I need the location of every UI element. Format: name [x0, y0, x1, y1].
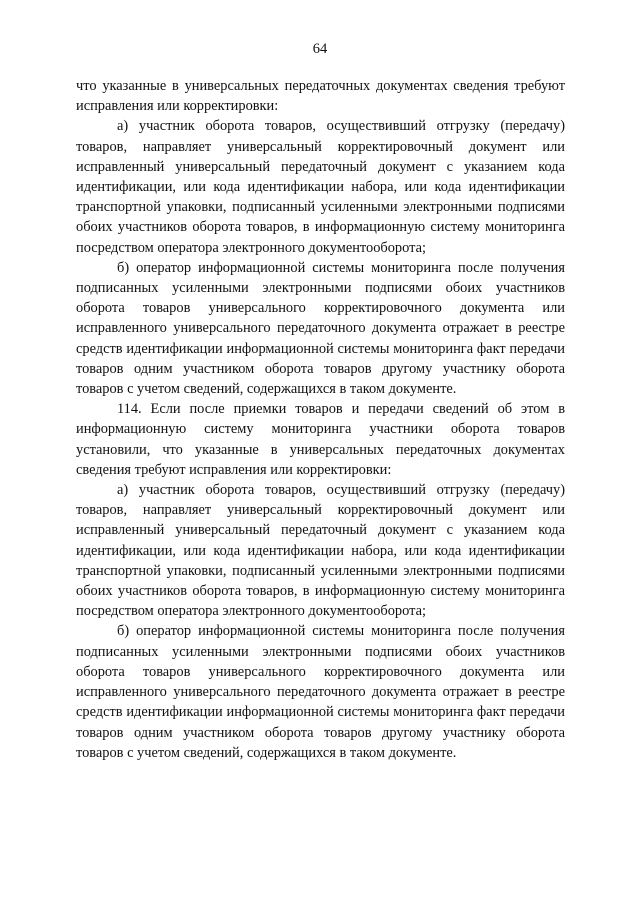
paragraph-subitem-b: б) оператор информационной системы мониторинга после получения подписанных усиленными электронными подписями обоих участников оборота товаров универсального корректировочного документа или исправленного универсального передаточного документа отражает в реестре средств идентификации информационной системы мониторинга факт передачи товаров одним участником оборота товаров другому участнику оборота товаров с учетом сведений, содержащихся в таком документе.	[76, 623, 565, 761]
paragraph-subitem-a: а) участник оборота товаров, осуществивший отгрузку (передачу) товаров, направляет универсальный корректировочный документ или исправленный универсальный передаточный документ с указанием кода идентификации, или кода идентификации набора, или кода идентификации транспортной упаковки, подписанный усиленными электронными подписями обоих участников оборота товаров, в информационную систему мониторинга посредством оператора электронного документооборота;	[76, 482, 565, 620]
paragraph-subitem-b: б) оператор информационной системы мониторинга после получения подписанных усиленными электронными подписями обоих участников оборота товаров универсального корректировочного документа или исправленного универсального передаточного документа отражает в реестре средств идентификации информационной системы мониторинга факт передачи товаров одним участником оборота товаров другому участнику оборота товаров с учетом сведений, содержащихся в таком документе.	[76, 259, 565, 398]
paragraph-item-114: 114. Если после приемки товаров и передачи сведений об этом в информационную систему мониторинга участники оборота товаров установили, что указанные в универсальных передаточных документах сведения требуют исправления или корректировки:	[76, 401, 565, 478]
document-body	[76, 76, 565, 763]
paragraph-subitem-a: а) участник оборота товаров, осуществивший отгрузку (передачу) товаров, направляет универсальный корректировочный документ или исправленный универсальный передаточный документ с указанием кода идентификации, или кода идентификации набора, или кода идентификации транспортной упаковки, подписанный усиленными электронными подписями обоих участников оборота товаров, в информационную систему мониторинга посредством оператора электронного документооборота;	[76, 118, 565, 256]
paragraph-continuation: что указанные в универсальных передаточных документах сведения требуют исправления или корректировки:	[76, 78, 565, 115]
page-number: 64	[312, 41, 328, 57]
